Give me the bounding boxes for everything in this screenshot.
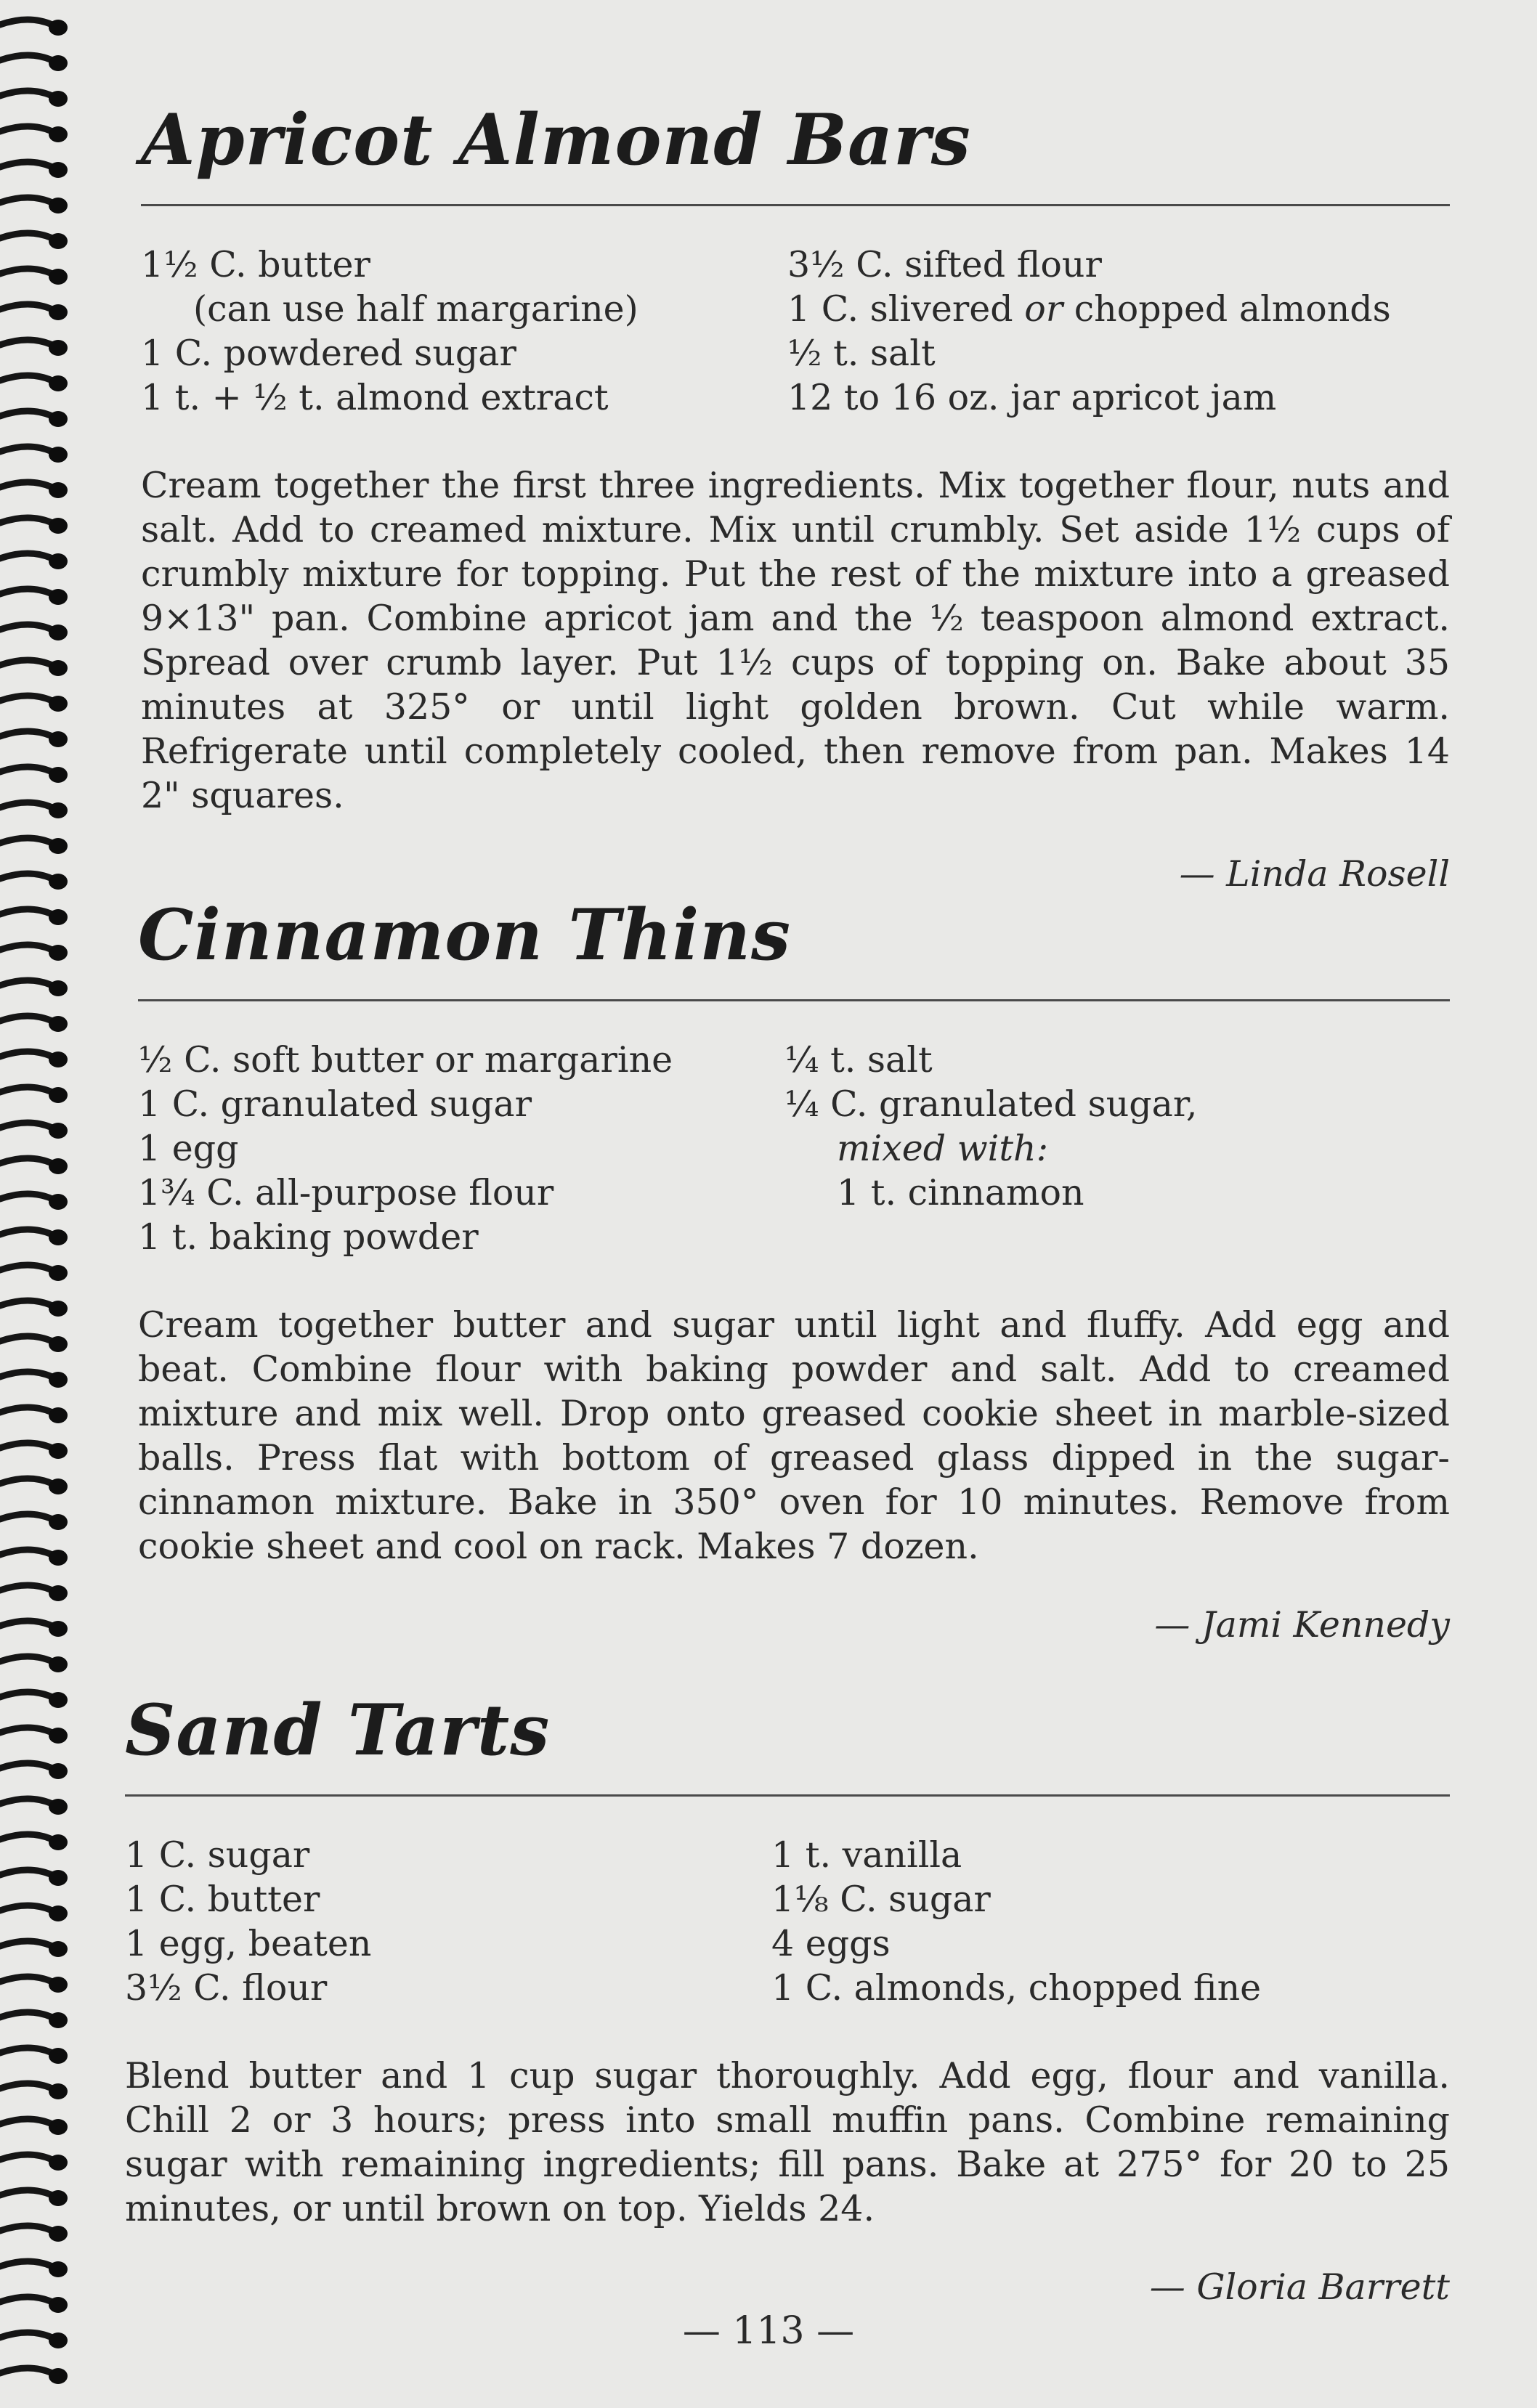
binding-coil: [0, 1799, 68, 1815]
ingredient: 1½ C. butter: [141, 244, 370, 285]
binding-coil: [0, 2012, 68, 2028]
title-rule: [138, 999, 1450, 1001]
binding-coil: [0, 1870, 68, 1886]
binding-coil: [0, 91, 68, 107]
binding-coil: [0, 482, 68, 498]
ingredient-part: or: [1024, 288, 1063, 330]
recipe-title: Sand Tarts: [125, 1689, 551, 1771]
ingredients-left: [125, 1833, 771, 2010]
binding-coil: [0, 1763, 68, 1779]
binding-coil: [0, 1229, 68, 1245]
binding-coil: [0, 1087, 68, 1103]
binding-coil: [0, 1550, 68, 1566]
binding-coil: [0, 731, 68, 747]
ingredient: 3½ C. flour: [125, 1967, 328, 2009]
recipe-sand-tarts: [125, 1689, 1450, 2308]
ingredient: 1 C. sugar: [125, 1834, 310, 1876]
binding-coil: [0, 625, 68, 640]
recipe-credit: — Gloria Barrett: [1149, 2266, 1450, 2308]
binding-coil: [0, 1372, 68, 1388]
ingredient: 1 egg: [138, 1128, 239, 1169]
binding-coil: [0, 802, 68, 818]
title-rule: [125, 1794, 1450, 1797]
binding-coil: [0, 411, 68, 427]
ingredients-right: [784, 1038, 1198, 1259]
binding-coil: [0, 2119, 68, 2135]
binding-coil: [0, 1621, 68, 1637]
binding-coil: [0, 1834, 68, 1850]
binding-coil: [0, 126, 68, 142]
recipe-method: Cream together butter and sugar until light and fluffy. Add egg and beat. Combine flour with baking powder and salt. Add to creamed mixture and mix well. Drop onto greased cookie sheet in marble-sized balls. Press flat with bottom of greased glass dipped in the sugar-cinnamon mixture. Bake in 350° oven for 10 minutes. Remove from cookie sheet and cool on rack. Makes 7 dozen.: [138, 1304, 1450, 1567]
binding-coil: [0, 767, 68, 783]
binding-coil: [0, 1265, 68, 1281]
page-number: — 113 —: [682, 2309, 855, 2353]
binding-coil: [0, 553, 68, 569]
ingredient: 1 t. + ½ t. almond extract: [141, 377, 609, 418]
ingredient: 4 eggs: [771, 1923, 891, 1964]
ingredient-part: 1 C. slivered: [787, 288, 1013, 330]
binding-coil: [0, 1977, 68, 1993]
recipe-title: Cinnamon Thins: [138, 894, 792, 976]
binding-coil: [0, 269, 68, 285]
binding-coil: [0, 696, 68, 712]
ingredients: [138, 1038, 1450, 1259]
ingredient: 1 t. baking powder: [138, 1216, 479, 1258]
ingredient: 1⅛ C. sugar: [771, 1879, 991, 1920]
title-rule: [141, 204, 1450, 206]
ingredient: 3½ C. sifted flour: [787, 244, 1102, 285]
binding-coil: [0, 660, 68, 676]
binding-coil: [0, 1158, 68, 1174]
binding-coil: [0, 945, 68, 961]
ingredient: [787, 287, 1391, 331]
binding-coil: [0, 20, 68, 36]
binding-coil: [0, 589, 68, 605]
ingredients-right: [771, 1833, 1261, 2010]
ingredient: ¼ t. salt: [784, 1039, 933, 1081]
ingredients: [141, 243, 1450, 420]
ingredient: 12 to 16 oz. jar apricot jam: [787, 377, 1277, 418]
binding-coil: [0, 1301, 68, 1317]
binding-coil: [0, 838, 68, 854]
binding-coil: [0, 1692, 68, 1708]
binding-coil: [0, 2226, 68, 2242]
recipe-method: Cream together the first three ingredients. Mix together flour, nuts and salt. Add to creamed mixture. Mix until crumbly. Set aside 1½ cups of crumbly mixture for topping. Put the rest of the mixture into a greased 9×13" pan. Combine apricot jam and the ½ teaspoon almond extract. Spread over crumb layer. Put 1½ cups of topping on. Bake about 35 minutes at 325° or until light golden brown. Cut while warm. Refrigerate until completely cooled, then remove from pan. Makes 14 2" squares.: [141, 465, 1450, 816]
binding-coil: [0, 2083, 68, 2099]
binding-coil: [0, 340, 68, 356]
binding-coil: [0, 2368, 68, 2384]
binding-coil: [0, 1123, 68, 1139]
binding-coil: [0, 518, 68, 534]
binding-coil: [0, 1336, 68, 1352]
ingredient: 1 t. vanilla: [771, 1834, 962, 1876]
ingredient: 1¾ C. all-purpose flour: [138, 1172, 554, 1213]
ingredient: ½ t. salt: [787, 333, 936, 374]
binding-coil: [0, 233, 68, 249]
binding-coil: [0, 1052, 68, 1067]
binding-coil: [0, 2190, 68, 2206]
recipe-cinnamon-thins: [138, 894, 1450, 1646]
ingredient-part: mixed with:: [837, 1128, 1049, 1169]
binding-coil: [0, 2155, 68, 2171]
spiral-binding: [0, 0, 94, 2408]
recipe-title: Apricot Almond Bars: [141, 99, 971, 181]
ingredient-note: (can use half margarine): [193, 288, 638, 330]
recipe-credit: — Jami Kennedy: [1154, 1604, 1450, 1646]
binding-coil: [0, 1656, 68, 1672]
binding-coil: [0, 1585, 68, 1601]
binding-coil: [0, 447, 68, 463]
binding-coil: [0, 1478, 68, 1494]
binding-coil: [0, 1728, 68, 1744]
ingredient: 1 C. granulated sugar: [138, 1083, 532, 1125]
ingredient: 1 egg, beaten: [125, 1923, 372, 1964]
recipe-credit: — Linda Rosell: [1179, 853, 1450, 895]
binding-coil: [0, 304, 68, 320]
binding-coil: [0, 198, 68, 213]
ingredients-left: [141, 243, 787, 420]
ingredients: [125, 1833, 1450, 2010]
binding-coil: [0, 1194, 68, 1210]
binding-coil: [0, 162, 68, 178]
ingredient: 1 C. butter: [125, 1879, 320, 1920]
binding-coil: [0, 1514, 68, 1530]
binding-coil: [0, 909, 68, 925]
binding-coil: [0, 874, 68, 890]
binding-coil: [0, 1016, 68, 1032]
binding-coil: [0, 2048, 68, 2064]
binding-coil: [0, 1407, 68, 1423]
binding-coil: [0, 1905, 68, 1921]
binding-coil: [0, 1443, 68, 1459]
recipe-method: Blend butter and 1 cup sugar thoroughly. Add egg, flour and vanilla. Chill 2 or 3 hours; press into small muffin pans. Combine remaining sugar with remaining ingredients; fill pans. Bake at 275° for 20 to 25 minutes, or until brown on top. Yields 24.: [125, 2055, 1450, 2229]
ingredient: 1 C. powdered sugar: [141, 333, 516, 374]
binding-coil: [0, 1941, 68, 1957]
ingredient-part: chopped almonds: [1074, 288, 1391, 330]
recipe-apricot-almond-bars: [141, 99, 1450, 895]
ingredient: ½ C. soft butter or margarine: [138, 1039, 673, 1081]
binding-coil: [0, 980, 68, 996]
ingredient: ¼ C. granulated sugar,: [784, 1083, 1198, 1125]
ingredient-note: [784, 1126, 1198, 1171]
ingredients-right: [787, 243, 1391, 420]
ingredient: 1 C. almonds, chopped fine: [771, 1967, 1262, 2009]
binding-coil: [0, 375, 68, 391]
ingredients-left: [138, 1038, 784, 1259]
binding-coil: [0, 55, 68, 71]
binding-coil: [0, 2261, 68, 2277]
ingredient: 1 t. cinnamon: [837, 1172, 1084, 1213]
